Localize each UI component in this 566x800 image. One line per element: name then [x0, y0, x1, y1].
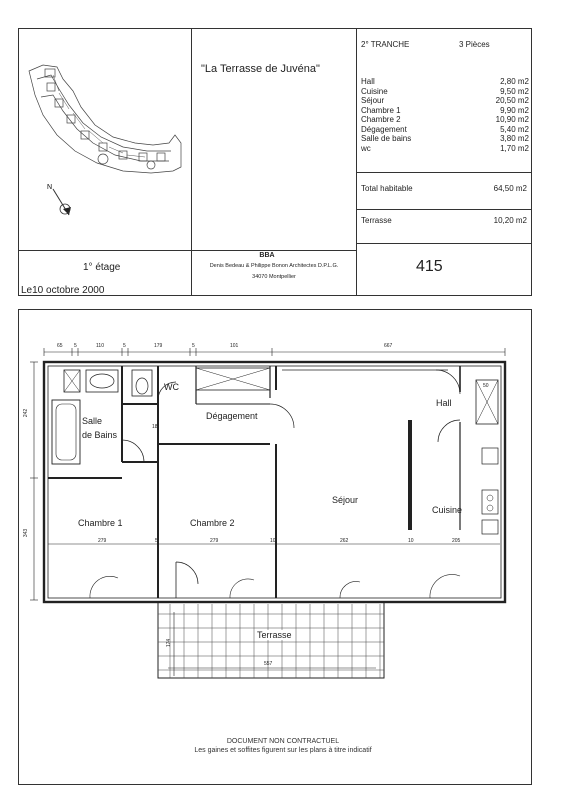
surface-area: 1,70 m2: [500, 143, 529, 153]
floor-label: 1° étage: [83, 262, 121, 273]
disclaimer-title: DOCUMENT NON CONTRACTUEL: [226, 738, 340, 745]
room-degagement: Dégagement: [206, 411, 258, 421]
room-hall: Hall: [436, 398, 452, 408]
room-chambre-2: Chambre 2: [190, 518, 235, 528]
surface-area: 5,40 m2: [500, 124, 529, 134]
total-value: 64,50 m2: [493, 184, 527, 193]
svg-text:N: N: [47, 184, 53, 191]
dim-mid-7: 205: [452, 538, 461, 544]
dim-mid-3: 279: [210, 538, 219, 544]
dim-top-2: 5: [74, 343, 77, 349]
surface-room: Hall: [361, 77, 375, 86]
dim-terrace-width: 557: [264, 661, 273, 667]
dim-terrace-depth: 174: [166, 638, 173, 648]
architect-city: 34070 Montpellier: [252, 274, 296, 280]
dim-top-6: 5: [192, 343, 195, 349]
surface-room: Chambre 1: [361, 105, 401, 115]
room-chambre-1: Chambre 1: [78, 518, 123, 528]
dim-mid-6: 10: [408, 538, 414, 544]
surface-room: Salle de bains: [361, 134, 412, 143]
dim-top-1: 65: [57, 343, 63, 349]
dim-top-3: 110: [96, 343, 104, 349]
room-salle: Salle: [82, 416, 103, 426]
surface-room: Dégagement: [361, 124, 407, 134]
type-label: 3 Pièces: [459, 40, 490, 49]
surface-area: 10,90 m2: [495, 115, 529, 124]
surface-room: Séjour: [361, 96, 385, 105]
tranche-label: 2° TRANCHE: [361, 40, 410, 49]
surface-area: 9,50 m2: [500, 86, 529, 96]
surface-room: wc: [361, 143, 371, 153]
total-label: Total habitable: [361, 184, 413, 193]
dim-mid-5: 262: [340, 538, 349, 544]
disclaimer-text: Les gaines et soffites figurent sur les plans à titre indicatif: [194, 747, 372, 754]
dim-mid-4: 10: [270, 538, 276, 544]
terrace-value: 10,20 m2: [493, 216, 527, 225]
architect-names: Denis Bedeau & Philippe Bonon Architectes D.P.L.G.: [209, 263, 339, 269]
dim-top-7: 101: [230, 343, 239, 349]
room-cuisine: Cuisine: [432, 505, 463, 515]
architect-firm: BBA: [259, 252, 275, 259]
dim-mid-1: 279: [98, 538, 107, 544]
surface-area: 3,80 m2: [500, 134, 529, 143]
project-name: "La Terrasse de Juvéna": [201, 63, 320, 75]
surface-area: 9,90 m2: [500, 105, 529, 115]
dim-small-2: 50: [483, 383, 489, 389]
dim-top-4: 5: [123, 343, 126, 349]
dim-top-8: 667: [384, 343, 393, 349]
room-terrasse: Terrasse: [257, 630, 292, 640]
terrace-label: Terrasse: [361, 216, 392, 225]
surface-area: 20,50 m2: [495, 96, 529, 105]
dim-left-2: 343: [23, 528, 30, 538]
surface-area: 2,80 m2: [500, 77, 529, 86]
date-label: Le10 octobre 2000: [21, 285, 105, 296]
surface-room: Chambre 2: [361, 115, 401, 124]
dim-small-1: 18: [152, 424, 158, 430]
room-sejour: Séjour: [332, 495, 359, 505]
dim-left-1: 242: [23, 408, 30, 418]
dim-top-5: 179: [154, 343, 163, 349]
lot-number: 415: [416, 258, 443, 275]
surface-room: Cuisine: [361, 86, 388, 96]
dim-mid-2: 5: [155, 538, 158, 544]
room-wc: WC: [164, 382, 179, 392]
room-de-bains: de Bains: [82, 430, 118, 440]
